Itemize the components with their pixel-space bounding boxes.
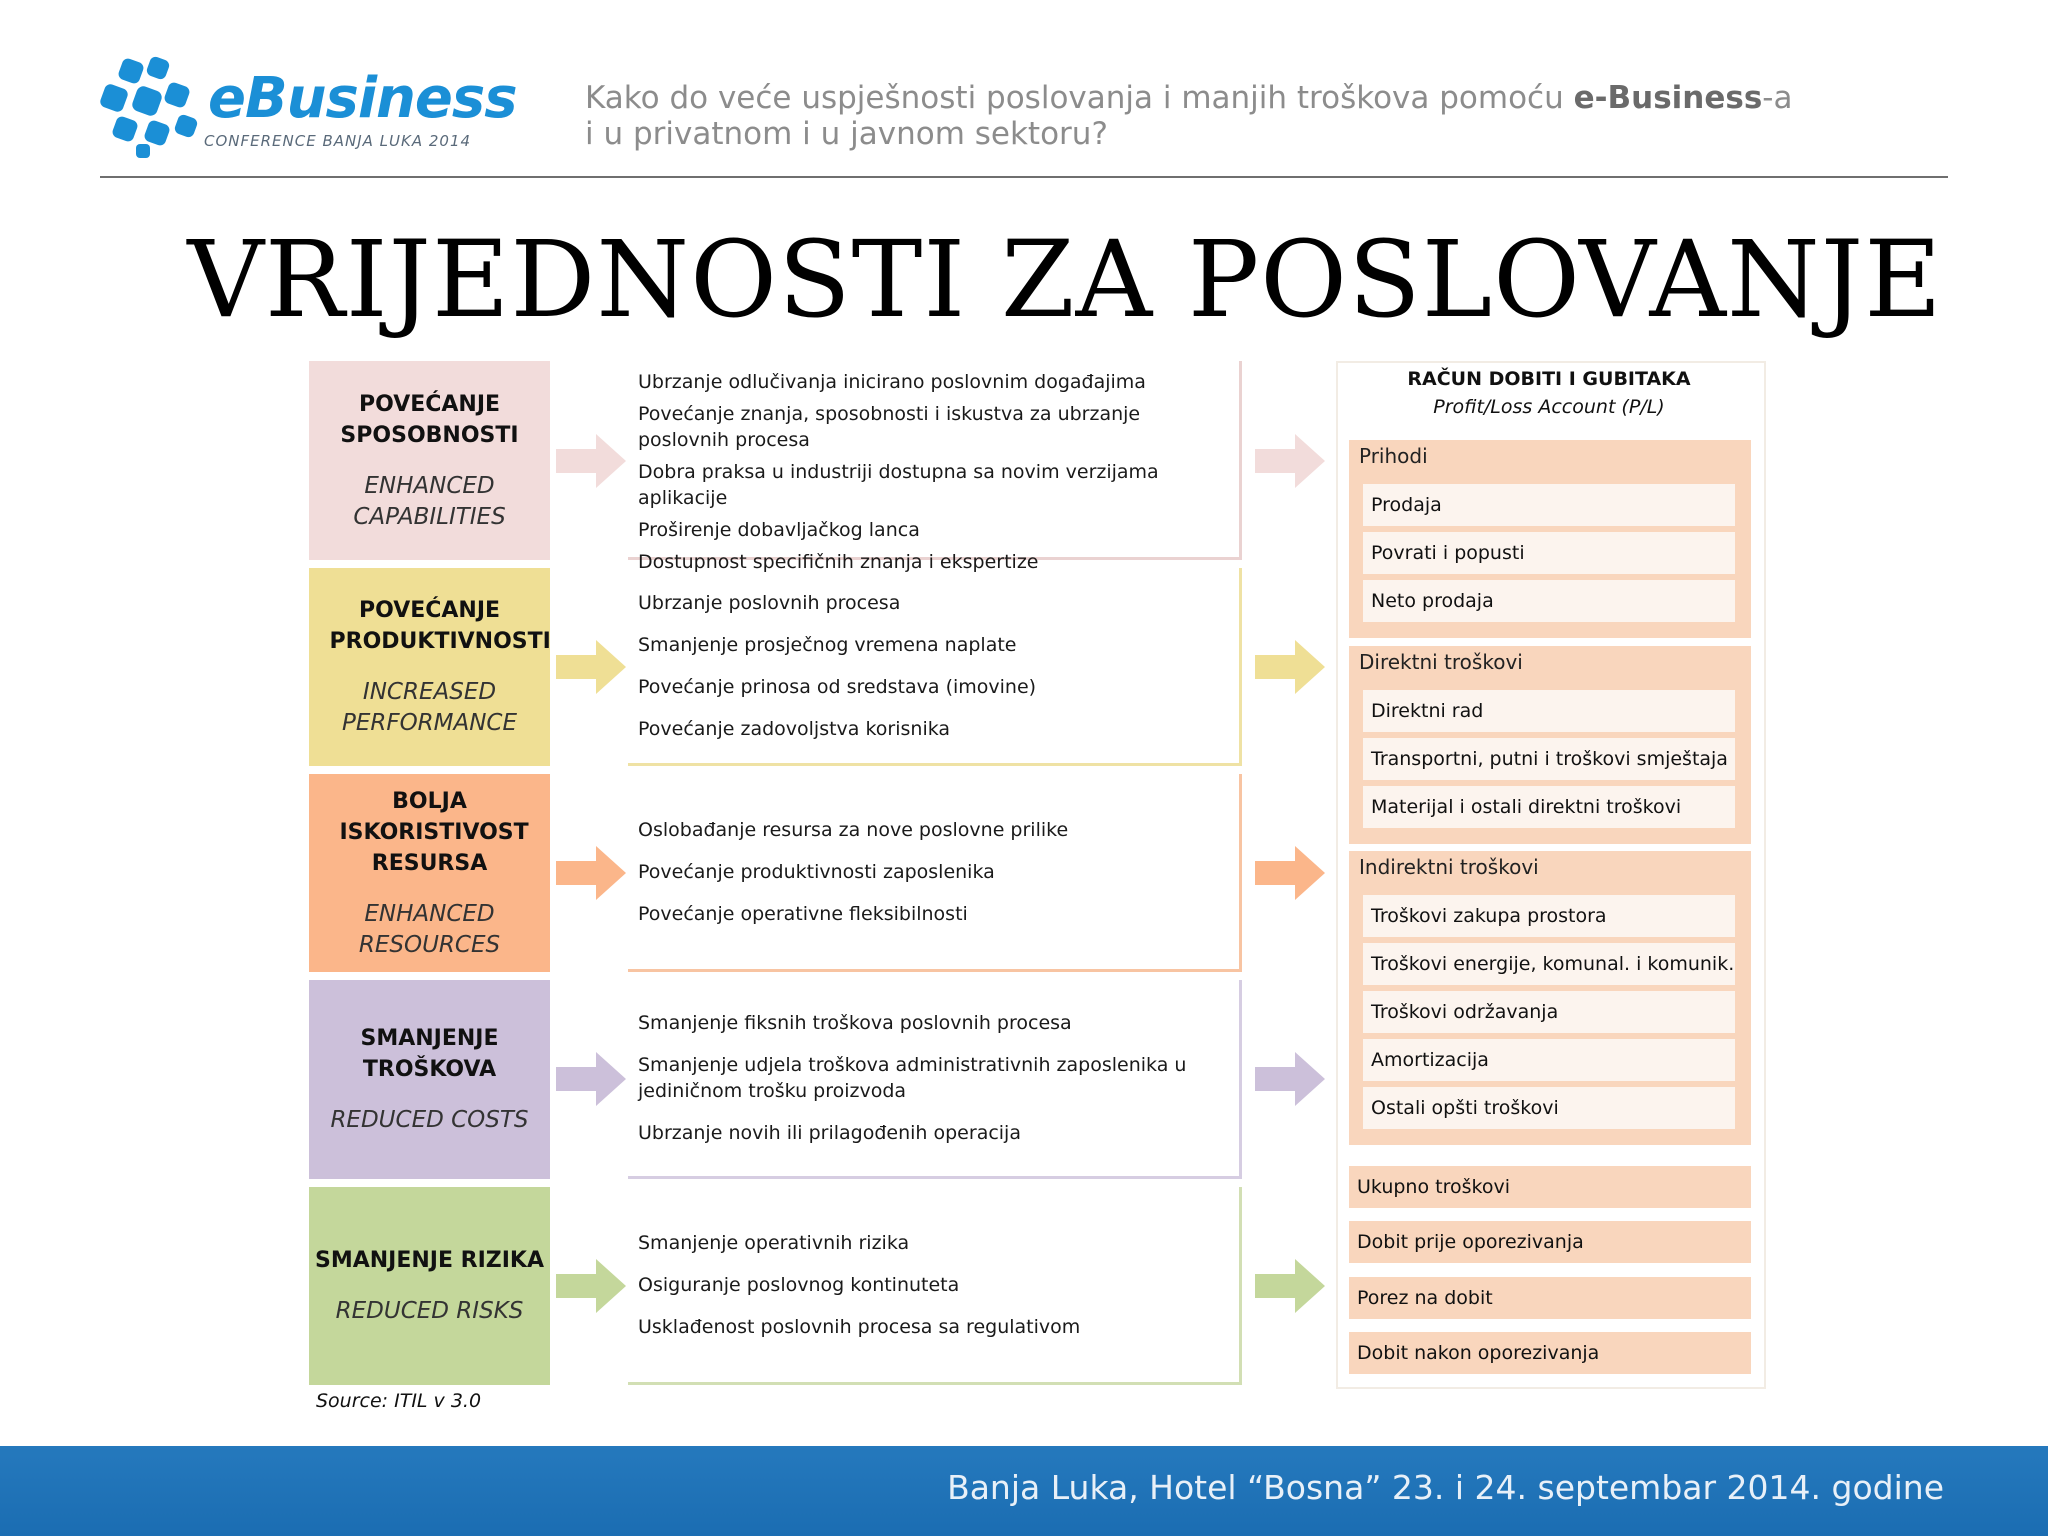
pl-item: Direktni rad [1363,690,1735,732]
pl-group-direct-costs [1349,646,1751,844]
benefit-item: Povećanje znanja, sposobnosti i iskustva za ubrzanje poslovnih procesa [638,403,1141,451]
benefit-item: Dostupnost specifičnih znanja i ekspertize [638,551,1039,573]
benefit-item: Ubrzanje poslovnih procesa [638,591,901,614]
pl-item: Troškovi energije, komunal. i komunik. [1363,943,1735,985]
pl-total: Dobit nakon oporezivanja [1349,1332,1751,1374]
pl-group-indirect-costs [1349,851,1751,1145]
pl-item: Povrati i popusti [1363,532,1735,574]
category-label: SMANJENJE RIZIKA [314,1248,544,1273]
arrow-right-icon [1255,1259,1325,1313]
pl-item: Materijal i ostali direktni troškovi [1363,786,1735,828]
pl-total: Dobit prije oporezivanja [1349,1221,1751,1263]
pl-group-revenue [1349,440,1751,638]
page-title: VRIJEDNOSTI ZA POSLOVANJE [187,218,1943,341]
arrow-right-icon [1255,1052,1325,1106]
header-divider [100,176,1948,178]
header-tagline-line1: Kako do veće uspješnosti poslovanja i manjih troškova pomoću e-Business-a [585,80,1793,116]
pl-group-header: Indirektni troškovi [1359,855,1539,879]
benefit-item: Proširenje dobavljačkog lanca [638,519,920,541]
benefit-item: Povećanje produktivnosti zaposlenika [638,860,995,883]
benefit-item: Ubrzanje novih ili prilagođenih operacija [638,1122,1021,1144]
benefit-list-capabilities [628,361,1242,573]
logo-mark-icon [100,56,204,160]
category-box-resources [309,774,550,972]
conference-logo [100,52,520,162]
pl-group-header: Prihodi [1359,444,1428,468]
category-box-costs [309,980,550,1179]
pl-item: Prodaja [1363,484,1735,526]
benefit-item: Ubrzanje odlučivanja inicirano poslovnim događajima [638,371,1146,393]
logo-subtitle: CONFERENCE BANJA LUKA 2014 [204,132,472,150]
benefit-item: Smanjenje operativnih rizika [638,1231,910,1254]
benefit-item: Povećanje zadovoljstva korisnika [638,717,951,740]
benefit-item: Smanjenje prosječnog vremena naplate [638,633,1017,656]
category-label: BOLJA ISKORISTIVOST RESURSA [339,788,529,876]
source-note: Source: ITIL v 3.0 [316,1390,482,1412]
arrow-right-icon [556,1259,626,1313]
arrow-right-icon [556,434,626,488]
arrow-right-icon [1255,640,1325,694]
category-label-en: REDUCED RISKS [335,1298,524,1324]
pl-title: RAČUN DOBITI I GUBITAKA [1407,368,1691,390]
benefit-item: Osiguranje poslovnog kontinuteta [638,1273,960,1296]
category-label: SMANJENJE TROŠKOVA [360,1026,499,1082]
arrow-right-icon [556,1052,626,1106]
pl-subtitle: Profit/Loss Account (P/L) [1433,396,1665,418]
benefit-list-risks [628,1187,1242,1385]
pl-item: Ostali opšti troškovi [1363,1087,1735,1129]
pl-item: Amortizacija [1363,1039,1735,1081]
benefit-item: Povećanje operativne fleksibilnosti [638,902,968,925]
category-label-en: REDUCED COSTS [330,1107,529,1133]
category-label: POVEĆANJE SPOSOBNOSTI [340,391,519,448]
category-box-risks [309,1187,550,1385]
header-tagline-line2: i u privatnom i u javnom sektoru? [585,116,1108,152]
category-box-capabilities [309,361,550,560]
category-label: POVEĆANJE PRODUKTIVNOSTI [329,598,551,654]
pl-group-header: Direktni troškovi [1359,650,1523,674]
benefit-item: Dobra praksa u industriji dostupna sa novim verzijama aplikacije [638,461,1159,509]
benefit-list-resources [628,774,1242,972]
pl-total: Ukupno troškovi [1349,1166,1751,1208]
benefit-item: Smanjenje udjela troškova administrativnih zaposlenika u jediničnom trošku proizvoda [638,1054,1187,1102]
category-box-performance [309,568,550,766]
pl-item: Troškovi zakupa prostora [1363,895,1735,937]
logo-text: eBusiness [208,66,517,131]
arrow-right-icon [556,846,626,900]
category-label-en: ENHANCED RESOURCES [358,900,501,958]
benefit-item: Oslobađanje resursa za nove poslovne prilike [638,818,1069,841]
arrow-right-icon [556,640,626,694]
pl-total: Porez na dobit [1349,1277,1751,1319]
benefit-item: Povećanje prinosa od sredstava (imovine) [638,675,1037,698]
benefit-item: Smanjenje fiksnih troškova poslovnih procesa [638,1012,1072,1034]
category-label-en: ENHANCED CAPABILITIES [353,472,506,530]
pl-item: Transportni, putni i troškovi smještaja [1363,738,1735,780]
benefit-list-performance [628,568,1242,766]
pl-item: Neto prodaja [1363,580,1735,622]
arrow-right-icon [1255,846,1325,900]
benefit-list-costs [628,980,1242,1179]
category-label-en: INCREASED PERFORMANCE [341,679,518,736]
pl-item: Troškovi održavanja [1363,991,1735,1033]
benefit-item: Usklađenost poslovnih procesa sa regulativom [638,1315,1081,1338]
arrow-right-icon [1255,434,1325,488]
footer-text: Banja Luka, Hotel “Bosna” 23. i 24. septembar 2014. godine [947,1468,1944,1507]
